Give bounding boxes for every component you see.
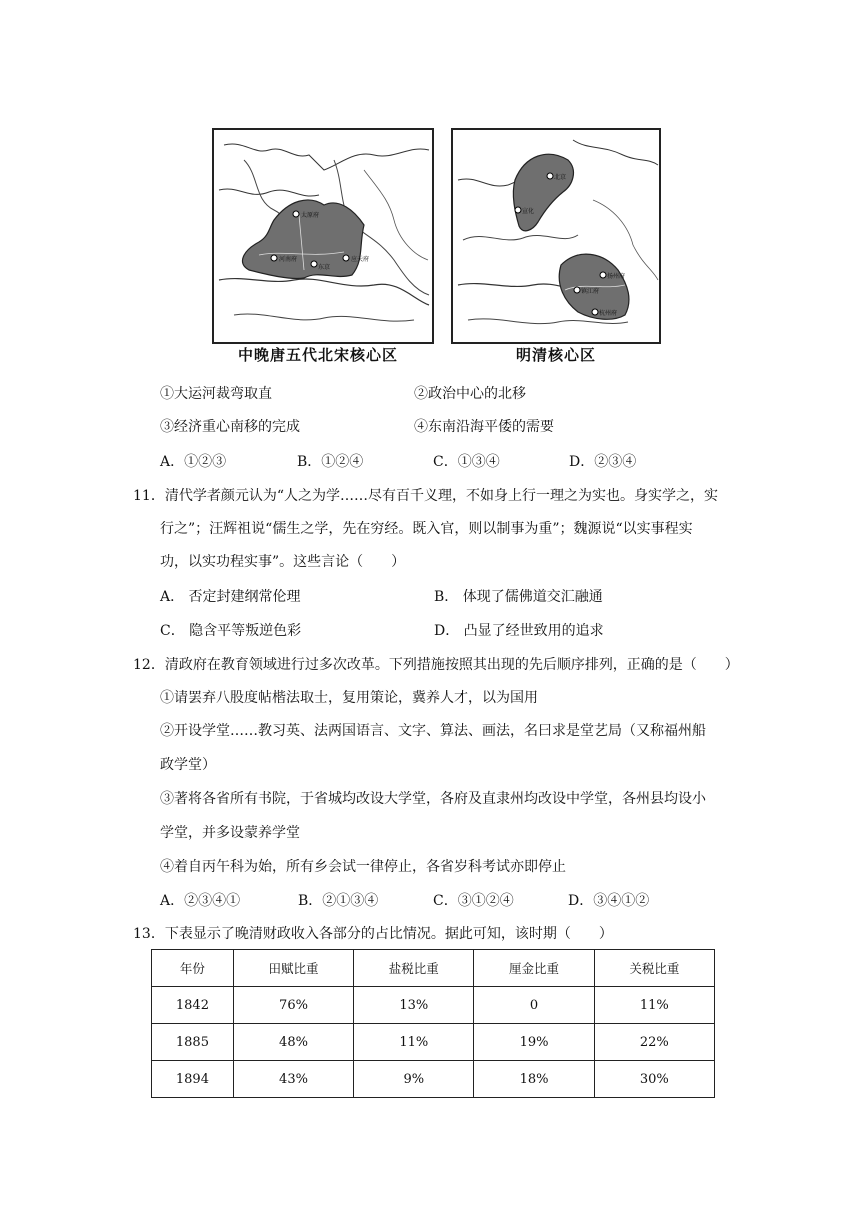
map-caption-1: 中晚唐五代北宋核心区 bbox=[238, 346, 399, 364]
table-cell: 11% bbox=[594, 987, 714, 1024]
table-cell: 1885 bbox=[152, 1024, 234, 1061]
table-cell: 30% bbox=[594, 1061, 714, 1098]
q12-option-b[interactable]: B．②①③④ bbox=[298, 893, 379, 909]
q10-option-b[interactable]: B．①②④ bbox=[297, 454, 364, 470]
q12-option-c[interactable]: C．③①②④ bbox=[433, 893, 514, 909]
table-header-row bbox=[152, 950, 715, 987]
map-city-label: 应天府 bbox=[351, 256, 370, 263]
q10-option-d[interactable]: D．②③④ bbox=[569, 454, 637, 470]
map-ming-qing-core bbox=[451, 128, 661, 344]
table-header: 厘金比重 bbox=[474, 950, 594, 987]
map-tang-song-core bbox=[212, 128, 434, 344]
table-cell: 1842 bbox=[152, 987, 234, 1024]
table-cell: 0 bbox=[474, 987, 594, 1024]
map-ming-qing-drawing bbox=[453, 130, 659, 342]
q11-stem-line-3: 功，以实功程实事”。这些言论（ ） bbox=[160, 554, 406, 570]
map-city-label: 河南府 bbox=[279, 256, 298, 263]
q12-item-3: ③著将各省所有书院，于省城均改设大学堂，各府及直隶州均改设中学堂，各州县均设小 bbox=[160, 791, 706, 807]
map-city-label: 东京 bbox=[318, 264, 331, 271]
map-tang-song-drawing bbox=[214, 130, 432, 342]
q11-option-a[interactable]: A． 否定封建纲常伦理 bbox=[160, 589, 301, 605]
table-cell: 22% bbox=[594, 1024, 714, 1061]
map-caption-2: 明清核心区 bbox=[516, 346, 597, 364]
q13-stem: 13．下表显示了晚清财政收入各部分的占比情况。据此可知，该时期（ ） bbox=[133, 926, 613, 942]
table-cell: 48% bbox=[233, 1024, 353, 1061]
q12-option-a[interactable]: A．②③④① bbox=[160, 893, 241, 909]
map-city-label: 北京 bbox=[554, 174, 567, 181]
map-city-label: 扬州府 bbox=[607, 273, 626, 280]
table-cell: 43% bbox=[233, 1061, 353, 1098]
q12-item-2: ②开设学堂……教习英、法两国语言、文字、算法、画法，名曰求是堂艺局（又称福州船 bbox=[160, 723, 706, 739]
q11-option-b[interactable]: B． 体现了儒佛道交汇融通 bbox=[434, 589, 603, 605]
q11-option-c[interactable]: C． 隐含平等叛逆色彩 bbox=[160, 623, 302, 639]
q12-item-1: ①请罢弃八股度帖楷法取士，复用策论，冀养人才，以为国用 bbox=[160, 690, 538, 706]
table-header: 关税比重 bbox=[594, 950, 714, 987]
q10-option-a[interactable]: A．①②③ bbox=[160, 454, 227, 470]
q10-item-4: ④东南沿海平倭的需要 bbox=[414, 419, 554, 435]
table-header: 盐税比重 bbox=[354, 950, 474, 987]
q10-item-3: ③经济重心南移的完成 bbox=[160, 419, 300, 435]
table-cell: 13% bbox=[354, 987, 474, 1024]
q11-option-d[interactable]: D． 凸显了经世致用的追求 bbox=[434, 623, 604, 639]
map-city-label: 杭州府 bbox=[599, 310, 618, 317]
map-city-label: 镇江府 bbox=[581, 288, 600, 295]
table-header: 田赋比重 bbox=[233, 950, 353, 987]
map-city-label: 宣化 bbox=[522, 208, 535, 215]
table-row bbox=[152, 1061, 715, 1098]
table-cell: 9% bbox=[354, 1061, 474, 1098]
q10-item-1: ①大运河裁弯取直 bbox=[160, 386, 272, 402]
map-city-label: 太原府 bbox=[301, 212, 320, 219]
q11-stem-line-1: 11．清代学者颜元认为“人之为学……尽有百千义理，不如身上行一理之为实也。身实学之，实 bbox=[133, 488, 718, 504]
q10-item-2: ②政治中心的北移 bbox=[414, 386, 526, 402]
q12-item-3-cont: 学堂，并多设蒙养学堂 bbox=[160, 825, 300, 841]
q12-stem: 12．清政府在教育领域进行过多次改革。下列措施按照其出现的先后顺序排列，正确的是（ ） bbox=[133, 657, 739, 673]
q12-option-d[interactable]: D．③④①② bbox=[568, 893, 650, 909]
q10-option-c[interactable]: C．①③④ bbox=[433, 454, 500, 470]
table-row bbox=[152, 987, 715, 1024]
q12-item-2-cont: 政学堂） bbox=[160, 757, 216, 773]
table-row bbox=[152, 1024, 715, 1061]
table-cell: 1894 bbox=[152, 1061, 234, 1098]
q12-item-4: ④着自丙午科为始，所有乡会试一律停止，各省岁科考试亦即停止 bbox=[160, 859, 566, 875]
fiscal-revenue-table bbox=[151, 949, 715, 1098]
table-cell: 11% bbox=[354, 1024, 474, 1061]
q11-stem-line-2: 行之”；汪辉祖说“儒生之学，先在穷经。既入官，则以制事为重”；魏源说“以实事程实 bbox=[160, 521, 693, 537]
table-header: 年份 bbox=[152, 950, 234, 987]
table-cell: 19% bbox=[474, 1024, 594, 1061]
table-cell: 18% bbox=[474, 1061, 594, 1098]
table-cell: 76% bbox=[233, 987, 353, 1024]
